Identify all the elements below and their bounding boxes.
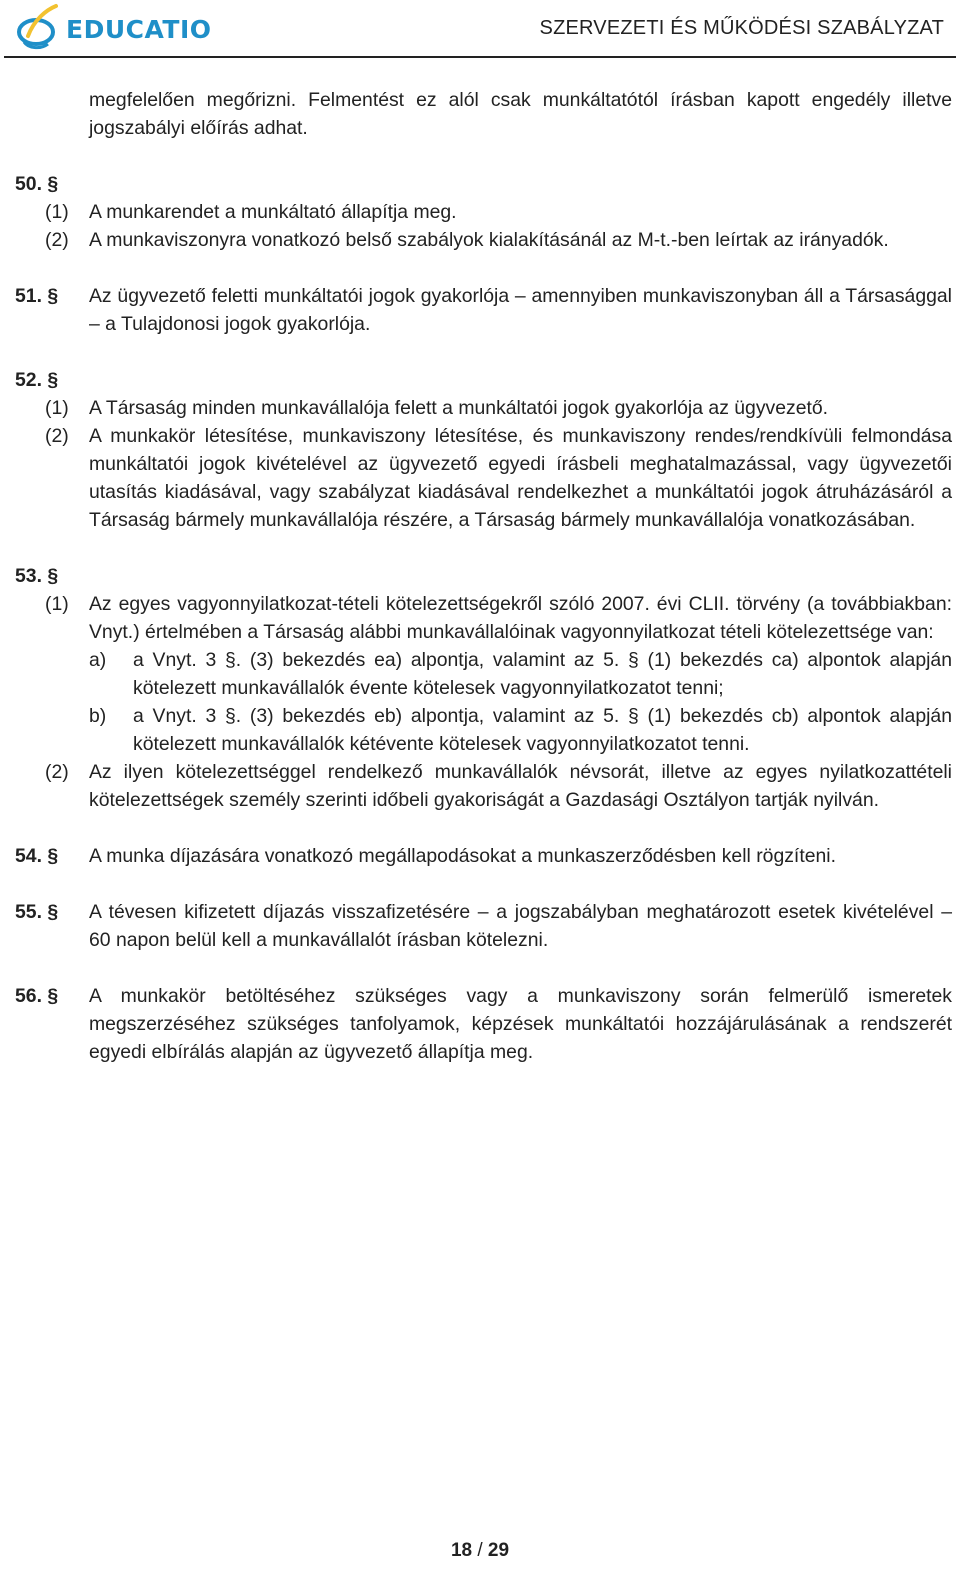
logo-text: EDUCATIO <box>66 14 212 44</box>
continuation-paragraph: megfelelően megőrizni. Felmentést ez alól csak munkáltatótól írásban kapott engedély illetve jogszabályi előírás adhat. <box>89 89 952 139</box>
paragraph-1 <box>31 590 952 758</box>
section-number: 55. § <box>15 901 59 923</box>
educatio-logo-icon <box>14 2 62 54</box>
paragraph-number: (2) <box>45 229 69 251</box>
section-text: A munkakör betöltéséhez szükséges vagy a munkaviszony során felmerülő ismeretek megszerzéséhez szükséges tanfolyamok, képzések munkáltatói hozzájárulásának a rendszerét egyedi elbírálás alapján az ügyvezető állapítja meg. <box>89 985 952 1063</box>
section-55 <box>0 898 952 954</box>
list-item-text: a Vnyt. 3 §. (3) bekezdés eb) alpontja, valamint az 5. § (1) bekezdés cb) alpontok alapján kötelezett munkavállalók kétévente kötelesek vagyonnyilatkozatot tenni. <box>133 705 952 755</box>
paragraph-1 <box>31 394 952 422</box>
section-number: 50. § <box>15 173 59 195</box>
section-text: Az ügyvezető feletti munkáltatói jogok gyakorlója – amennyiben munkaviszonyban áll a Társasággal – a Tulajdonosi jogok gyakorlója. <box>89 285 952 335</box>
paragraph-number: (1) <box>45 593 69 615</box>
paragraph-text: Az egyes vagyonnyilatkozat-tételi kötelezettségekről szóló 2007. évi CLII. törvény (a továbbiakban: Vnyt.) értelmében a Társaság alábbi munkavállalóinak vagyonnyilatkozat tételi kötelezettsége van: <box>89 593 952 643</box>
section-50 <box>0 170 952 254</box>
list-item-a <box>89 646 952 702</box>
document-title: SZERVEZETI ÉS MŰKÖDÉSI SZABÁLYZAT <box>539 17 944 39</box>
paragraph-number: (1) <box>45 201 69 223</box>
page-header <box>0 0 960 60</box>
paragraph-text: A Társaság minden munkavállalója felett a munkáltatói jogok gyakorlója az ügyvezető. <box>89 397 829 419</box>
educatio-logo <box>14 2 212 54</box>
document-body <box>0 86 960 1066</box>
section-text: A tévesen kifizetett díjazás visszafizetésére – a jogszabályban meghatározott esetek kivételével – 60 napon belül kell a munkavállalót írásban kötelezni. <box>89 901 952 951</box>
paragraph-1 <box>31 198 952 226</box>
section-number: 52. § <box>15 369 59 391</box>
section-number: 53. § <box>15 565 59 587</box>
paragraph-text: A munkakör létesítése, munkaviszony létesítése, és munkaviszony rendes/rendkívüli felmondása munkáltatói jogok kivételével az ügyvezető egyedi írásbeli meghatalmazással, vagy ügyvezetői utasítás kiadásával, vagy szabályzat kiadásával rendelkezhet a munkáltatói jogok átruházásáról a Társaság bármely munkavállalója részére, a Társaság bármely munkavállalója vonatkozásában. <box>89 425 952 531</box>
section-number: 51. § <box>15 285 59 307</box>
section-number: 56. § <box>15 985 59 1007</box>
paragraph-2 <box>31 758 952 814</box>
section-text: A munka díjazására vonatkozó megállapodásokat a munkaszerződésben kell rögzíteni. <box>89 845 836 867</box>
section-56 <box>0 982 952 1066</box>
section-number: 54. § <box>15 845 59 867</box>
paragraph-2 <box>31 226 952 254</box>
paragraph-text: A munkaviszonyra vonatkozó belső szabályok kialakításánál az M-t.-ben leírtak az irányadók. <box>89 229 889 251</box>
paragraph-text: A munkarendet a munkáltató állapítja meg. <box>89 201 457 223</box>
total-pages-number: 29 <box>487 1540 510 1561</box>
section-51 <box>0 282 952 338</box>
list-item-marker: a) <box>89 649 107 671</box>
list-item-text: a Vnyt. 3 §. (3) bekezdés ea) alpontja, valamint az 5. § (1) bekezdés ca) alpontok alapján kötelezett munkavállalók évente kötelesek vagyonnyilatkozatot tenni; <box>133 649 952 699</box>
section-54 <box>0 842 952 870</box>
section-52 <box>0 366 952 534</box>
current-page-number: 18 <box>450 1540 473 1561</box>
paragraph-number: (2) <box>45 425 69 447</box>
header-divider <box>4 56 956 58</box>
paragraph-number: (1) <box>45 397 69 419</box>
paragraph-2 <box>31 422 952 534</box>
page-footer <box>0 1540 960 1562</box>
page-separator: / <box>472 1540 488 1561</box>
section-53 <box>0 562 952 814</box>
paragraph-number: (2) <box>45 761 69 783</box>
list-item-marker: b) <box>89 705 107 727</box>
list-item-b <box>89 702 952 758</box>
paragraph-text: Az ilyen kötelezettséggel rendelkező munkavállalók névsorát, illetve az egyes nyilatkozattételi kötelezettségek személy szerinti időbeli gyakoriságát a Gazdasági Osztályon tartják nyilván. <box>89 761 952 811</box>
